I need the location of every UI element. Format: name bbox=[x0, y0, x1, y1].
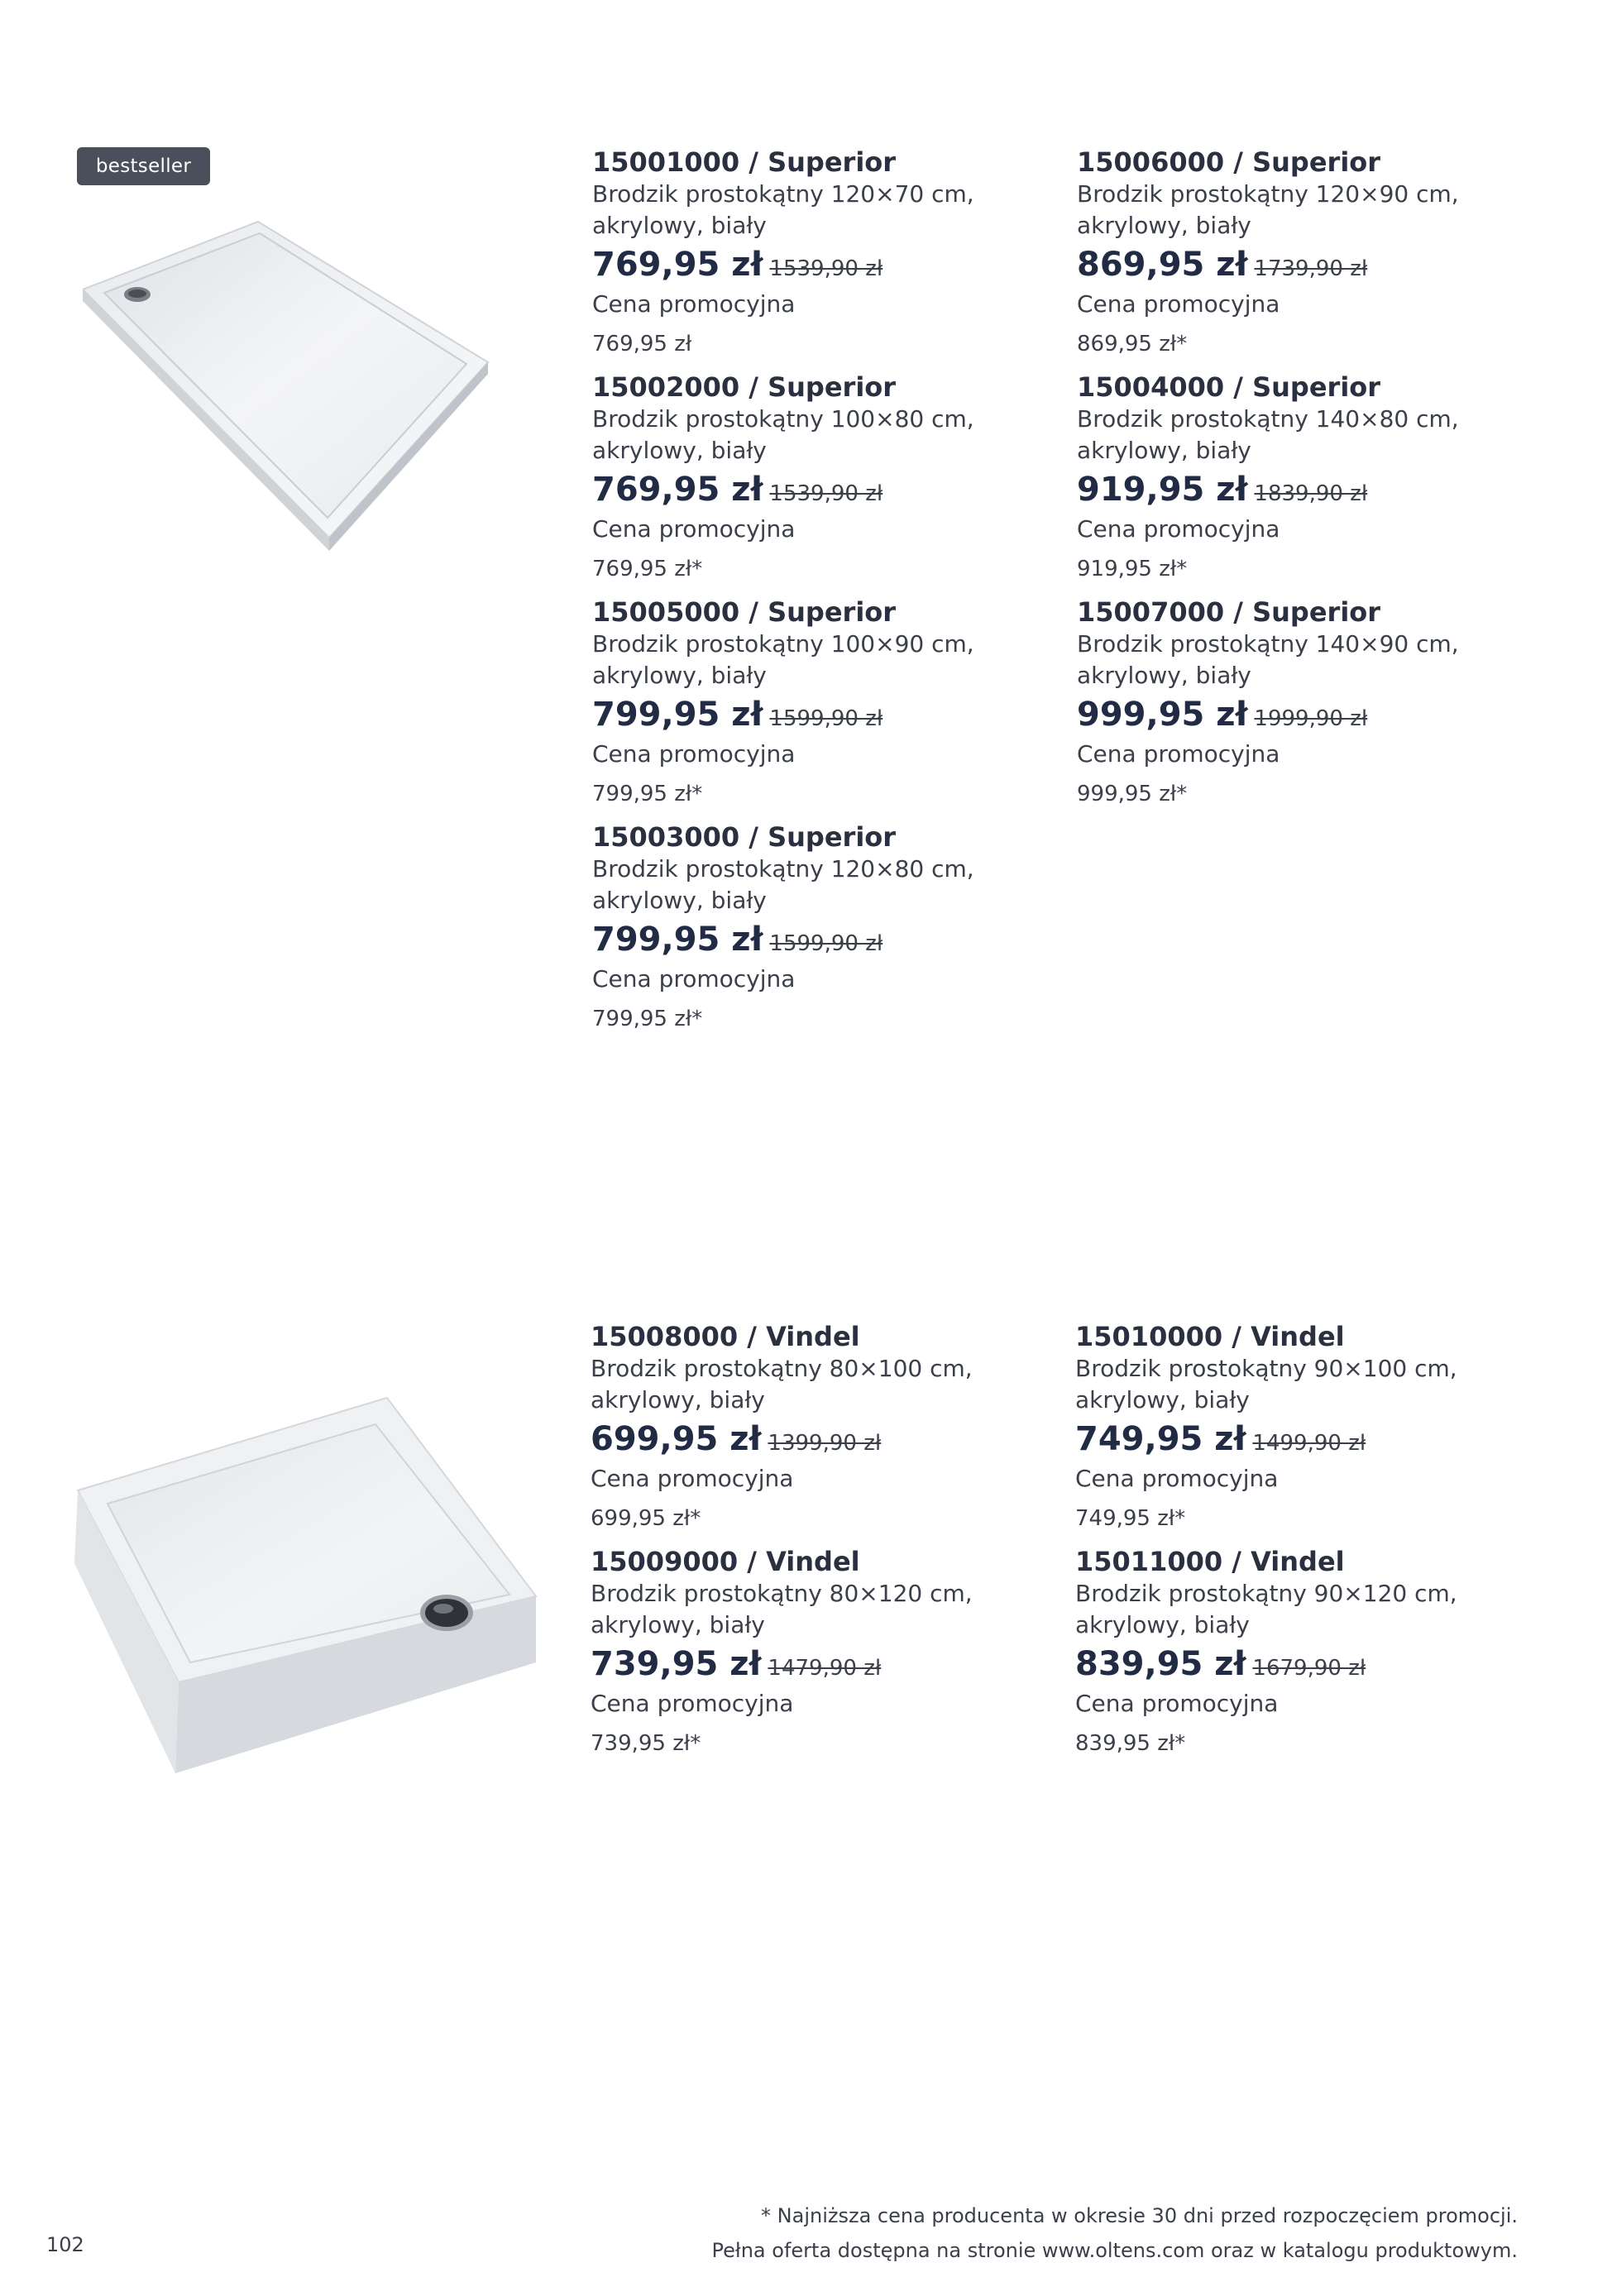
product-card bbox=[1075, 1545, 1571, 1758]
product-title: 15007000 / Superior bbox=[1077, 596, 1381, 628]
lowest-price-value: 839,95 zł* bbox=[1075, 1731, 1186, 1756]
page-number: 102 bbox=[46, 2233, 84, 2256]
product-card bbox=[592, 820, 1088, 1034]
product-description: Brodzik prostokątny 140×80 cm, bbox=[1077, 405, 1459, 433]
product-card bbox=[592, 371, 1088, 596]
product-description: Brodzik prostokątny 120×80 cm, bbox=[592, 855, 974, 883]
footnote-lowest-price: * Najniższa cena producenta w okresie 30 dni przed rozpoczęciem promocji. bbox=[761, 2204, 1518, 2227]
lowest-price-value: 799,95 zł* bbox=[592, 1007, 703, 1031]
bestseller-badge: bestseller bbox=[77, 147, 210, 185]
product-card bbox=[1077, 146, 1573, 371]
promo-label: Cena promocyjna bbox=[592, 290, 796, 318]
product-title: 15008000 / Vindel bbox=[591, 1321, 860, 1352]
old-price: 1399,90 zł bbox=[768, 1431, 882, 1456]
product-material: akrylowy, biały bbox=[592, 212, 767, 239]
product-description: Brodzik prostokątny 100×80 cm, bbox=[592, 405, 974, 433]
promo-price: 799,95 zł bbox=[592, 696, 763, 734]
product-description: Brodzik prostokątny 100×90 cm, bbox=[592, 630, 974, 658]
footnote bbox=[712, 2198, 1518, 2268]
product-material: akrylowy, biały bbox=[1075, 1611, 1250, 1638]
product-material: akrylowy, biały bbox=[592, 887, 767, 914]
product-description: Brodzik prostokątny 90×100 cm, bbox=[1075, 1355, 1457, 1382]
lowest-price-value: 769,95 zł* bbox=[592, 557, 703, 581]
product-material: akrylowy, biały bbox=[592, 662, 767, 689]
price-row bbox=[1075, 1419, 1571, 1466]
price-row bbox=[592, 470, 1088, 516]
product-description: Brodzik prostokątny 120×90 cm, bbox=[1077, 180, 1459, 208]
old-price: 1599,90 zł bbox=[769, 706, 883, 731]
product-description: Brodzik prostokątny 140×90 cm, bbox=[1077, 630, 1459, 658]
old-price: 1599,90 zł bbox=[769, 931, 883, 956]
product-description: Brodzik prostokątny 80×120 cm, bbox=[591, 1580, 973, 1607]
old-price: 1539,90 zł bbox=[769, 256, 883, 281]
product-title: 15002000 / Superior bbox=[592, 371, 897, 403]
price-row bbox=[592, 695, 1088, 741]
product-title: 15005000 / Superior bbox=[592, 596, 897, 628]
promo-label: Cena promocyjna bbox=[591, 1465, 794, 1492]
lowest-price-value: 799,95 zł* bbox=[592, 782, 703, 806]
promo-price: 869,95 zł bbox=[1077, 246, 1248, 284]
promo-label: Cena promocyjna bbox=[1077, 515, 1280, 543]
product-card bbox=[1077, 371, 1573, 596]
product-title: 15001000 / Superior bbox=[592, 146, 897, 178]
promo-price: 699,95 zł bbox=[591, 1420, 762, 1458]
vindel-shower-tray-image bbox=[73, 1391, 544, 1777]
product-description: Brodzik prostokątny 90×120 cm, bbox=[1075, 1580, 1457, 1607]
product-title: 15004000 / Superior bbox=[1077, 371, 1381, 403]
price-row bbox=[1077, 695, 1573, 741]
lowest-price-value: 999,95 zł* bbox=[1077, 782, 1188, 806]
old-price: 1499,90 zł bbox=[1252, 1431, 1366, 1456]
product-card bbox=[1075, 1320, 1571, 1545]
product-title: 15011000 / Vindel bbox=[1075, 1546, 1345, 1577]
product-title: 15009000 / Vindel bbox=[591, 1546, 860, 1577]
price-row bbox=[1077, 245, 1573, 291]
promo-price: 839,95 zł bbox=[1075, 1645, 1246, 1683]
price-row bbox=[1077, 470, 1573, 516]
superior-shower-tray-image bbox=[83, 213, 496, 552]
price-row bbox=[592, 245, 1088, 291]
price-row bbox=[592, 920, 1088, 966]
column-superior-left bbox=[592, 146, 1088, 1034]
product-material: akrylowy, biały bbox=[1077, 212, 1251, 239]
promo-label: Cena promocyjna bbox=[592, 965, 796, 993]
column-superior-right bbox=[1077, 146, 1573, 809]
promo-price: 999,95 zł bbox=[1077, 696, 1248, 734]
product-card bbox=[592, 146, 1088, 371]
lowest-price-value: 699,95 zł* bbox=[591, 1506, 701, 1531]
product-description: Brodzik prostokątny 80×100 cm, bbox=[591, 1355, 973, 1382]
lowest-price-value: 739,95 zł* bbox=[591, 1731, 701, 1756]
old-price: 1539,90 zł bbox=[769, 481, 883, 506]
old-price: 1999,90 zł bbox=[1254, 706, 1368, 731]
price-row bbox=[591, 1419, 1087, 1466]
lowest-price-value: 869,95 zł* bbox=[1077, 332, 1188, 356]
product-title: 15003000 / Superior bbox=[592, 821, 897, 853]
price-row bbox=[1075, 1644, 1571, 1691]
product-card bbox=[1077, 596, 1573, 809]
promo-label: Cena promocyjna bbox=[1077, 740, 1280, 768]
promo-label: Cena promocyjna bbox=[592, 515, 796, 543]
product-material: akrylowy, biały bbox=[1075, 1386, 1250, 1413]
promo-label: Cena promocyjna bbox=[1075, 1690, 1279, 1717]
old-price: 1679,90 zł bbox=[1252, 1656, 1366, 1681]
promo-label: Cena promocyjna bbox=[1075, 1465, 1279, 1492]
column-vindel-right bbox=[1075, 1320, 1571, 1758]
product-card bbox=[591, 1320, 1087, 1545]
product-material: akrylowy, biały bbox=[1077, 437, 1251, 464]
footnote-full-offer: Pełna oferta dostępna na stronie www.oltens.com oraz w katalogu produktowym. bbox=[711, 2239, 1518, 2262]
promo-price: 919,95 zł bbox=[1077, 471, 1248, 509]
product-card bbox=[592, 596, 1088, 820]
lowest-price-value: 749,95 zł* bbox=[1075, 1506, 1186, 1531]
product-material: akrylowy, biały bbox=[592, 437, 767, 464]
price-row bbox=[591, 1644, 1087, 1691]
promo-label: Cena promocyjna bbox=[591, 1690, 794, 1717]
promo-price: 739,95 zł bbox=[591, 1645, 762, 1683]
old-price: 1739,90 zł bbox=[1254, 256, 1368, 281]
promo-price: 799,95 zł bbox=[592, 921, 763, 959]
product-title: 15006000 / Superior bbox=[1077, 146, 1381, 178]
promo-label: Cena promocyjna bbox=[592, 740, 796, 768]
column-vindel-left bbox=[591, 1320, 1087, 1758]
product-material: akrylowy, biały bbox=[1077, 662, 1251, 689]
product-material: akrylowy, biały bbox=[591, 1386, 765, 1413]
promo-price: 769,95 zł bbox=[592, 246, 763, 284]
promo-price: 769,95 zł bbox=[592, 471, 763, 509]
product-description: Brodzik prostokątny 120×70 cm, bbox=[592, 180, 974, 208]
old-price: 1839,90 zł bbox=[1254, 481, 1368, 506]
old-price: 1479,90 zł bbox=[768, 1656, 882, 1681]
product-material: akrylowy, biały bbox=[591, 1611, 765, 1638]
product-card bbox=[591, 1545, 1087, 1758]
promo-label: Cena promocyjna bbox=[1077, 290, 1280, 318]
lowest-price-value: 919,95 zł* bbox=[1077, 557, 1188, 581]
lowest-price-value: 769,95 zł bbox=[592, 332, 692, 356]
product-title: 15010000 / Vindel bbox=[1075, 1321, 1345, 1352]
promo-price: 749,95 zł bbox=[1075, 1420, 1246, 1458]
